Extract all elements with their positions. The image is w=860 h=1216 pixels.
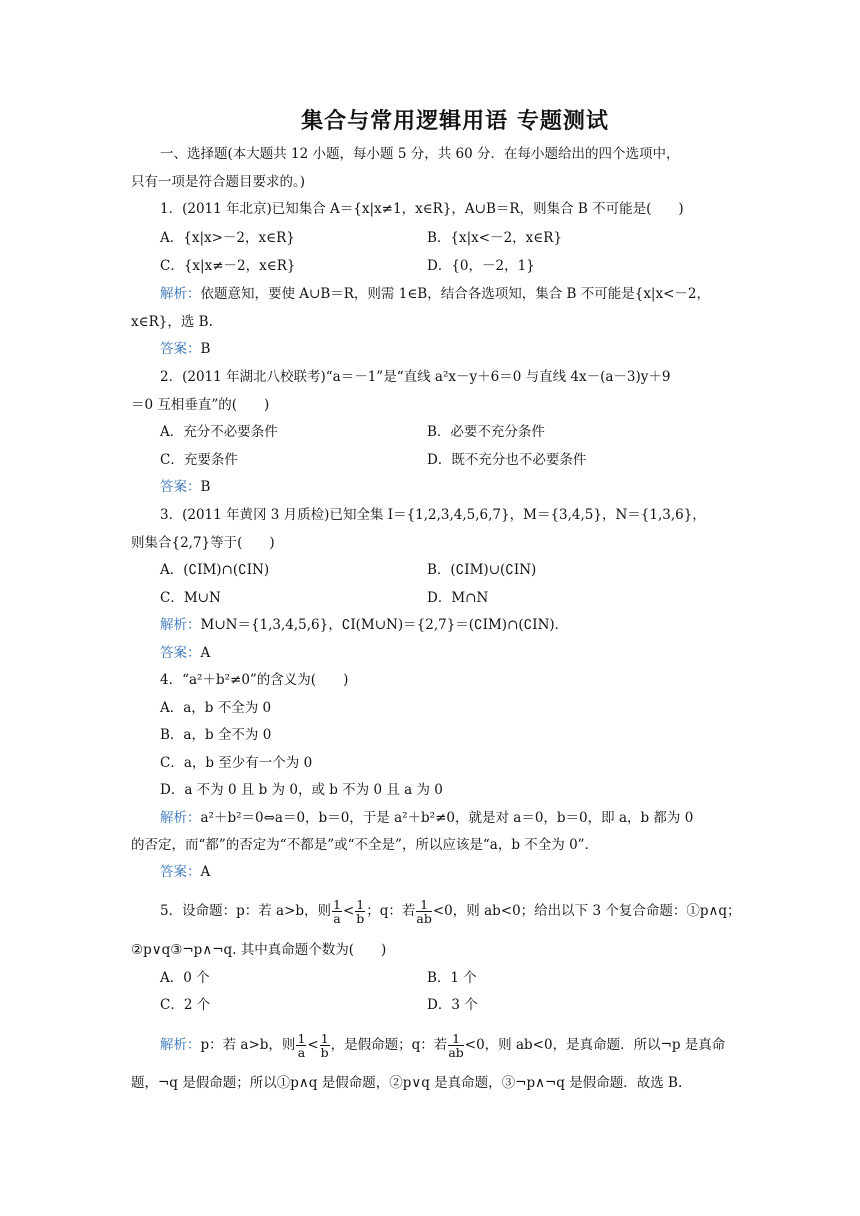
numerator: 1 (416, 898, 431, 912)
analysis-label: 解析： (160, 617, 201, 633)
q3-answer (160, 643, 210, 663)
q1-answer (160, 339, 210, 359)
q2-stem-line1: 2．(2011 年湖北八校联考)“a＝－1”是“直线 a²x－y＋6＝0 与直线 4x－(a－3)y＋9 (160, 369, 671, 385)
q1-analysis-line2: x∈R}，选 B. (131, 314, 213, 330)
q2-answer-value: B (200, 479, 211, 495)
q4-answer-value: A (200, 864, 211, 880)
denominator: ab (448, 1045, 464, 1060)
numerator: 1 (333, 897, 341, 912)
denominator: a (333, 911, 341, 926)
q5-option-d: D．3 个 (427, 997, 478, 1013)
q2-stem-line2: ＝0 互相垂直”的( ) (131, 397, 270, 413)
q2-option-c: C．充要条件 (160, 452, 238, 468)
q5-stem-part1: 5．设命题：p：若 a>b，则 (160, 903, 332, 919)
q1-stem: 1．(2011 年北京)已知集合 A＝{x|x≠1，x∈R}，A∪B＝R，则集合 B 不可能是( ) (160, 201, 684, 217)
analysis-label: 解析： (160, 286, 201, 302)
fraction-one-over-a (296, 1032, 306, 1059)
q2-option-a: A．充分不必要条件 (160, 424, 278, 440)
q5-stem-part3: <0，则 ab<0；给出以下 3 个复合命题：①p∧q； (432, 903, 741, 919)
q3-option-d: D．M∩N (427, 590, 489, 606)
q4-option-b: B．a，b 全不为 0 (160, 727, 272, 743)
q4-analysis-line1 (160, 808, 693, 828)
q4-answer (160, 862, 210, 882)
q1-option-a: A．{x|x>－2，x∈R} (160, 230, 295, 246)
q5-analysis-line2: 题，¬q 是假命题；所以①p∧q 是假命题，②p∨q 是真命题，③¬p∧¬q 是假命题．故选 B. (131, 1075, 683, 1091)
q5-option-b: B．1 个 (427, 970, 477, 986)
q5-analysis-part3: <0，则 ab<0，是真命题．所以¬p 是真命 (464, 1037, 726, 1053)
q5-stem-part2: ；q：若 (366, 903, 416, 919)
q3-stem-line1: 3．(2011 年黄冈 3 月质检)已知全集 I＝{1,2,3,4,5,6,7}，M＝{3,4,5}，N＝{1,3,6}， (160, 507, 706, 523)
q4-option-c: C．a，b 至少有一个为 0 (160, 755, 313, 771)
q1-option-c: C．{x|x≠－2，x∈R} (160, 258, 296, 274)
denominator: b (320, 1045, 329, 1060)
q4-analysis-line2: 的否定，而“都”的否定为“不都是”或“不全是”，所以应该是“a，b 不全为 0”． (131, 837, 599, 853)
q4-option-a: A．a，b 不全为 0 (160, 700, 272, 716)
answer-label: 答案： (160, 341, 201, 357)
denominator: a (297, 1045, 306, 1060)
q1-option-d: D．{0，－2，1} (427, 258, 535, 274)
answer-label: 答案： (160, 479, 201, 495)
q5-analysis-line1 (160, 1031, 725, 1059)
q3-option-a: A．(∁IM)∩(∁IN) (160, 562, 270, 578)
fraction-one-over-a (332, 898, 342, 925)
q5-option-c: C．2 个 (160, 997, 211, 1013)
less-than: < (307, 1037, 319, 1053)
page-title: 集合与常用逻辑用语 专题测试 (301, 108, 609, 134)
q5-analysis-part1: p：若 a>b，则 (200, 1037, 296, 1053)
answer-label: 答案： (160, 645, 201, 661)
q1-analysis-text: 依题意知，要使 A∪B＝R，则需 1∈B，结合各选项知，集合 B 不可能是{x|x<－2， (200, 286, 710, 302)
q1-analysis-line1 (160, 284, 710, 304)
numerator: 1 (356, 897, 365, 912)
analysis-label: 解析： (160, 1037, 201, 1053)
numerator: 1 (297, 1031, 306, 1046)
q3-analysis (160, 615, 568, 635)
q3-option-b: B．(∁IM)∪(∁IN) (427, 562, 537, 578)
less-than: < (342, 903, 355, 919)
q5-option-a: A．0 个 (160, 970, 210, 986)
q2-answer (160, 477, 210, 497)
q5-stem-line1 (160, 897, 741, 925)
q4-option-d: D．a 不为 0 且 b 为 0，或 b 不为 0 且 a 为 0 (160, 782, 443, 798)
q3-analysis-text: M∪N＝{1,3,4,5,6}，∁I(M∪N)＝{2,7}＝(∁IM)∩(∁IN)． (200, 617, 569, 633)
q2-option-d: D．既不充分也不必要条件 (427, 452, 587, 468)
section-intro-line2: 只有一项是符合题目要求的。) (131, 174, 306, 190)
q2-option-b: B．必要不充分条件 (427, 424, 545, 440)
q3-option-c: C．M∪N (160, 590, 221, 606)
q1-answer-value: B (200, 341, 211, 357)
q4-analysis-text: a²＋b²＝0⇔a＝0，b＝0，于是 a²＋b²≠0，就是对 a＝0，b＝0，即 a，b 都为 0 (200, 810, 694, 826)
denominator: b (356, 911, 365, 926)
q3-answer-value: A (200, 645, 211, 661)
fraction-one-over-ab (448, 1032, 463, 1059)
q5-analysis-part2: ，是假命题；q：若 (330, 1037, 448, 1053)
fraction-one-over-ab (416, 898, 431, 925)
q5-stem-line2: ②p∨q③¬p∧¬q. 其中真命题个数为( ) (131, 942, 387, 958)
answer-label: 答案： (160, 864, 201, 880)
fraction-one-over-b (320, 1032, 330, 1059)
q4-stem: 4．“a²＋b²≠0”的含义为( ) (160, 672, 349, 688)
q1-option-b: B．{x|x<－2，x∈R} (427, 230, 563, 246)
q3-stem-line2: 则集合{2,7}等于( ) (131, 535, 275, 551)
section-intro-line1: 一、选择题(本大题共 12 小题，每小题 5 分，共 60 分．在每小题给出的四个选项中， (160, 146, 680, 162)
fraction-one-over-b (355, 898, 365, 925)
numerator: 1 (448, 1032, 463, 1046)
numerator: 1 (320, 1031, 329, 1046)
analysis-label: 解析： (160, 810, 201, 826)
denominator: ab (416, 911, 432, 926)
